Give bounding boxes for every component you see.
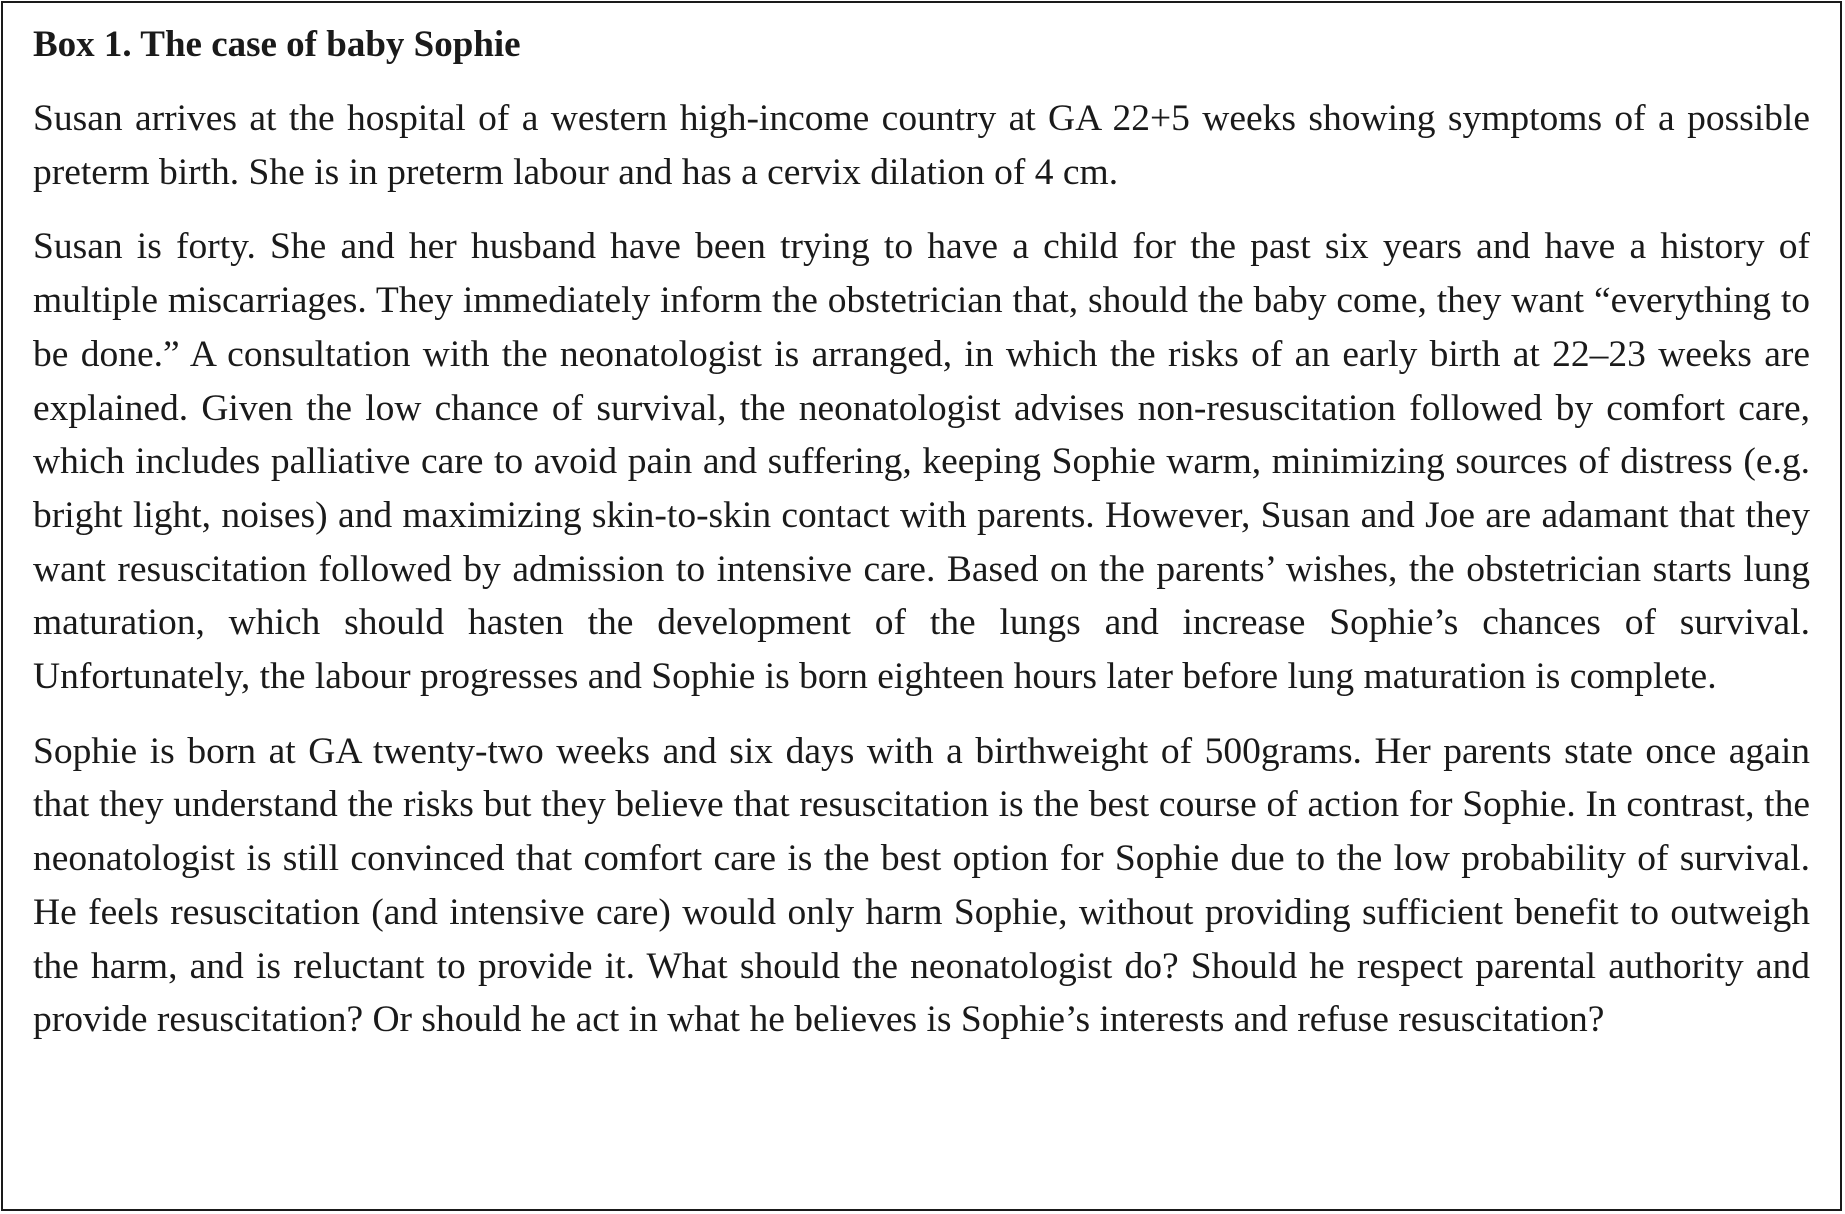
paragraph-background: Susan is forty. She and her husband have been trying to have a child for the past six years and have a history of multiple miscarriages. They immediately inform the obstetrician that, should the baby come, they want “everything to be done.” A consultation with the neonatologist is arranged, in which the risks of an early birth at 22–23 weeks are explained. Given the low chance of survival, the neonatologist advises non-resuscitation followed by comfort care, which includes palliative care to avoid pain and suffering, keeping Sophie warm, minimizing sources of distress (e.g. bright light, noises) and maximizing skin-to-skin contact with parents. However, Susan and Joe are adamant that they want resuscitation followed by admission to intensive care. Based on the parents’ wishes, the obstetrician starts lung maturation, which should hasten the development of the lungs and increase Sophie’s chances of survival. Unfortunately, the labour progresses and Sophie is born eighteen hours later before lung maturation is complete. — [33, 226, 1810, 698]
case-box — [1, 1, 1842, 1211]
box-title: Box 1. The case of baby Sophie — [33, 24, 521, 65]
paragraph-arrival: Susan arrives at the hospital of a western high-income country at GA 22+5 weeks showing symptoms of a possible preterm birth. She is in preterm labour and has a cervix dilation of 4 cm. — [33, 98, 1810, 193]
paragraph-dilemma: Sophie is born at GA twenty-two weeks and six days with a birthweight of 500grams. Her parents state once again that they understand the risks but they believe that resuscitation is the best course of action for Sophie. In contrast, the neonatologist is still convinced that comfort care is the best option for Sophie due to the low probability of survival. He feels resuscitation (and intensive care) would only harm Sophie, without providing sufficient benefit to outweigh the harm, and is reluctant to provide it. What should the neonatologist do? Should he respect parental authority and provide resuscitation? Or should he act in what he believes is Sophie’s interests and refuse resuscitation? — [33, 730, 1810, 1041]
